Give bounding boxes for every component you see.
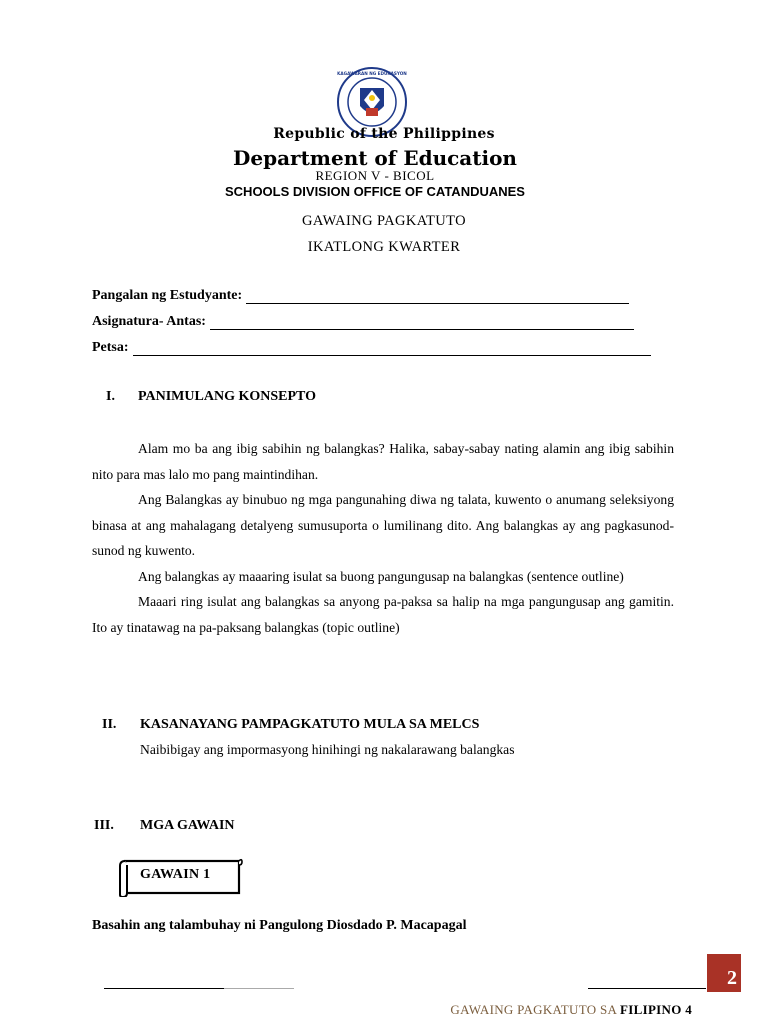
subject-level-line[interactable]: [210, 317, 634, 330]
activity-label: GAWAIN 1: [140, 867, 211, 882]
footer-rule-left-faint: [224, 988, 294, 989]
seal-text: KAGAWARAN NG EDUKASYON: [337, 71, 407, 76]
section-2-number: II.: [102, 717, 117, 732]
section-2-title: KASANAYANG PAMPAGKATUTO MULA SA MELCS: [140, 717, 480, 732]
paragraph-3: Ang balangkas ay maaaring isulat sa buong pangungusap na balangkas (sentence outline): [138, 568, 624, 584]
page-number-badge: 2: [707, 954, 741, 992]
paragraph-1: Alam mo ba ang ibig sabihin ng balangkas? Halika, sabay-sabay nating alamin ang ibig sabihin nito para mas lalo mo pang maintindihan.: [92, 441, 674, 482]
footer-subject: FILIPINO 4: [620, 1002, 692, 1017]
concept-paragraphs: [92, 436, 674, 640]
section-1-number: I.: [106, 389, 115, 404]
date-field[interactable]: [92, 340, 651, 356]
section-3-title: MGA GAWAIN: [140, 818, 235, 833]
footer-text-prefix: GAWAING PAGKATUTO SA: [450, 1002, 621, 1017]
section-1-title: PANIMULANG KONSEPTO: [138, 389, 316, 404]
quarter-title: IKATLONG KWARTER: [307, 239, 461, 255]
activity-instruction: Basahin ang talambuhay ni Pangulong Diosdado P. Macapagal: [92, 918, 467, 933]
competency-text: Naibibigay ang impormasyong hinihingi ng nakalarawang balangkas: [140, 742, 515, 757]
section-3-number: III.: [94, 818, 114, 833]
student-name-label: Pangalan ng Estudyante:: [92, 288, 243, 303]
paragraph-2: Ang Balangkas ay binubuo ng mga pangunahing diwa ng talata, kuwento o anumang seleksiyong binasa at ang mahalagang detalyeng sumusuporta o lumilinang dito. Ang balangkas ay ang pagkasunod-sunod ng kuwento.: [92, 492, 674, 558]
paragraph-4: Maaari ring isulat ang balangkas sa anyong pa-paksa sa halip na mga pangungusap ang gamitin. Ito ay tinatawag na pa-paksang balangkas (topic outline): [92, 594, 674, 635]
region-heading: REGION V - BICOL: [315, 168, 435, 183]
student-name-line[interactable]: [246, 291, 629, 304]
worksheet-title: GAWAING PAGKATUTO: [302, 213, 466, 229]
footer-text: [450, 1002, 692, 1018]
date-line[interactable]: [133, 343, 651, 356]
student-name-field[interactable]: [92, 288, 629, 304]
subject-level-field[interactable]: [92, 314, 634, 330]
footer-rule-right: [588, 988, 706, 989]
subject-level-label: Asignatura- Antas:: [92, 314, 206, 329]
republic-heading: Republic of the Philippines: [273, 126, 495, 142]
date-label: Petsa:: [92, 340, 129, 355]
department-heading: Department of Education: [233, 146, 517, 170]
footer-rule-left: [104, 988, 224, 989]
division-heading: SCHOOLS DIVISION OFFICE OF CATANDUANES: [225, 184, 525, 199]
